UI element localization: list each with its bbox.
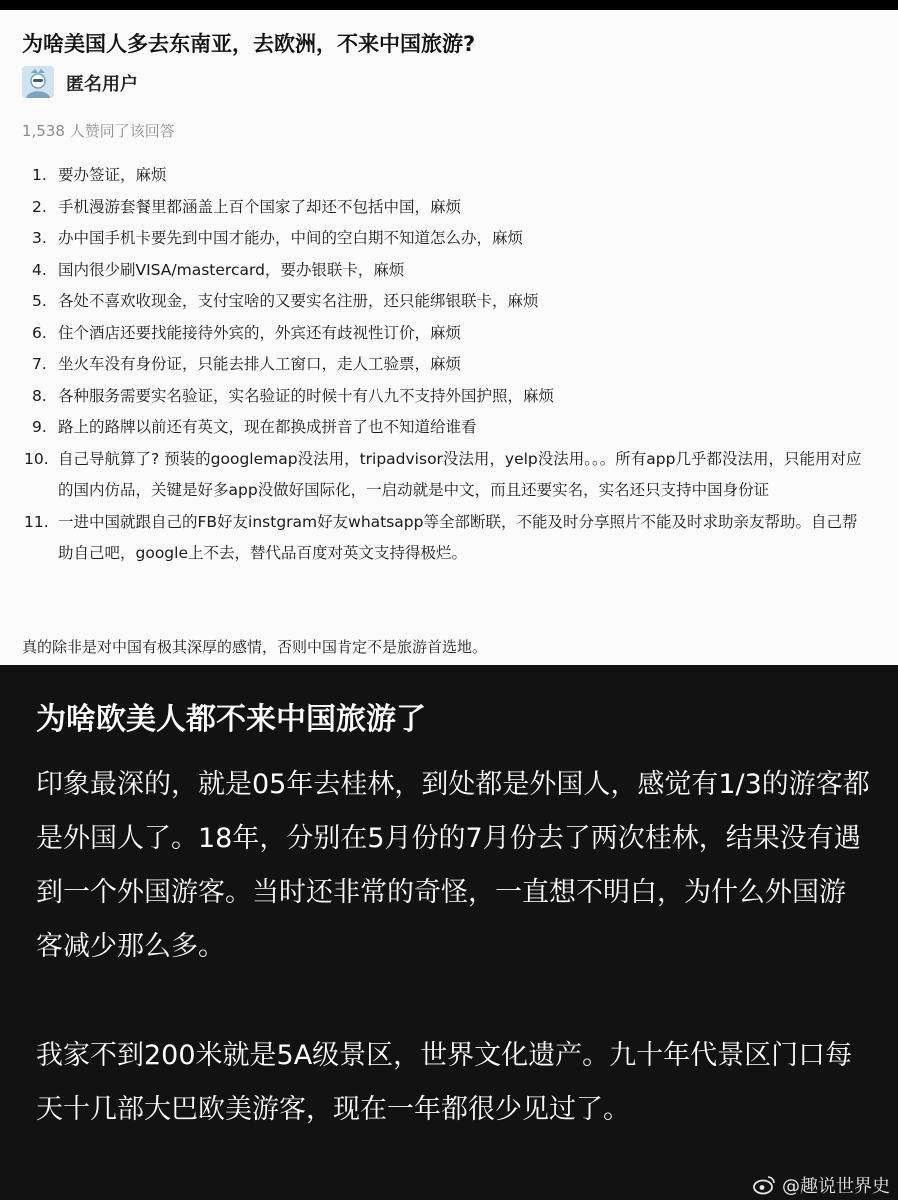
list-item — [22, 381, 872, 413]
item-number: 9. — [32, 418, 47, 436]
item-number: 2. — [32, 197, 47, 216]
item-number: 5. — [32, 292, 47, 310]
watermark — [752, 1172, 890, 1198]
section-title: 为啥欧美人都不来中国旅游了 — [36, 702, 426, 737]
item-text: 办中国手机卡要先到中国才能办，中间的空白期不知道怎么办，麻烦 — [58, 229, 524, 247]
item-number: 8. — [32, 386, 47, 405]
list-item — [22, 223, 872, 255]
item-text: 坐火车没有身份证，只能去排人工窗口，走人工验票，麻烦 — [58, 355, 462, 373]
item-number: 7. — [32, 355, 47, 373]
list-item — [22, 255, 872, 287]
list-item — [22, 318, 872, 350]
item-text: 自己导航算了? 预装的googlemap没法用，tripadvisor没法用，yelp没法用。。。所有app几乎都没法用，只能用对应的国内仿品，关键是好多app没做好国际化，一启动就是中文，而且还要实名，实名还只支持中国身份证 — [58, 449, 862, 499]
item-number: 1. — [32, 166, 47, 184]
item-text: 住个酒店还要找能接待外宾的，外宾还有歧视性订价，麻烦 — [58, 323, 462, 342]
list-item — [22, 412, 872, 444]
item-number: 3. — [32, 229, 47, 247]
item-number: 10. — [24, 449, 49, 468]
item-text: 手机漫游套餐里都涵盖上百个国家了却还不包括中国，麻烦 — [58, 197, 462, 216]
anonymous-avatar-icon[interactable] — [22, 66, 54, 98]
list-item — [22, 286, 872, 318]
item-text: 路上的路牌以前还有英文，现在都换成拼音了也不知道给谁看 — [58, 418, 477, 436]
item-text: 一进中国就跟自己的FB好友instgram好友whatsapp等全部断联，不能及时分享照片不能及时求助亲友帮助。自己帮助自己吧，google上不去，替代品百度对英文支持得极烂。 — [58, 512, 858, 562]
item-text: 各种服务需要实名验证，实名验证的时候十有八九不支持外国护照，麻烦 — [58, 386, 555, 405]
dark-comment-section — [0, 665, 898, 1200]
list-item — [22, 349, 872, 381]
answer-list — [22, 160, 872, 570]
conclusion-text: 真的除非是对中国有极其深厚的感情，否则中国肯定不是旅游首选地。 — [22, 638, 488, 656]
watermark-text: @趣说世界史 — [782, 1176, 890, 1197]
zhihu-answer-screenshot — [0, 10, 898, 665]
list-item — [22, 192, 872, 224]
list-item — [22, 507, 872, 570]
item-text: 各处不喜欢收现金，支付宝啥的又要实名注册，还只能绑银联卡，麻烦 — [58, 292, 539, 310]
item-number: 11. — [24, 512, 49, 531]
list-item — [22, 444, 872, 507]
list-item — [22, 160, 872, 192]
author-name[interactable]: 匿名用户 — [66, 74, 138, 95]
item-number: 6. — [32, 323, 47, 342]
avatar-graphic — [22, 66, 54, 98]
vote-count: 1,538 人赞同了该回答 — [22, 122, 175, 140]
top-border — [0, 0, 898, 10]
weibo-logo-icon — [752, 1175, 776, 1195]
item-number: 4. — [32, 260, 47, 279]
question-title[interactable]: 为啥美国人多去东南亚，去欧洲，不来中国旅游? — [22, 32, 476, 56]
paragraph: 我家不到200米就是5A级景区，世界文化遗产。九十年代景区门口每天十几部大巴欧美游客，现在一年都很少见过了。 — [36, 1040, 853, 1125]
item-text: 要办签证，麻烦 — [58, 166, 167, 184]
paragraph: 印象最深的，就是05年去桂林，到处都是外国人，感觉有1/3的游客都是外国人了。18年，分别在5月份的7月份去了两次桂林，结果没有遇到一个外国游客。当时还非常的奇怪，一直想不明白，为什么外国游客减少那么多。 — [36, 769, 870, 962]
item-text: 国内很少刷VISA/mastercard，要办银联卡，麻烦 — [58, 260, 405, 279]
